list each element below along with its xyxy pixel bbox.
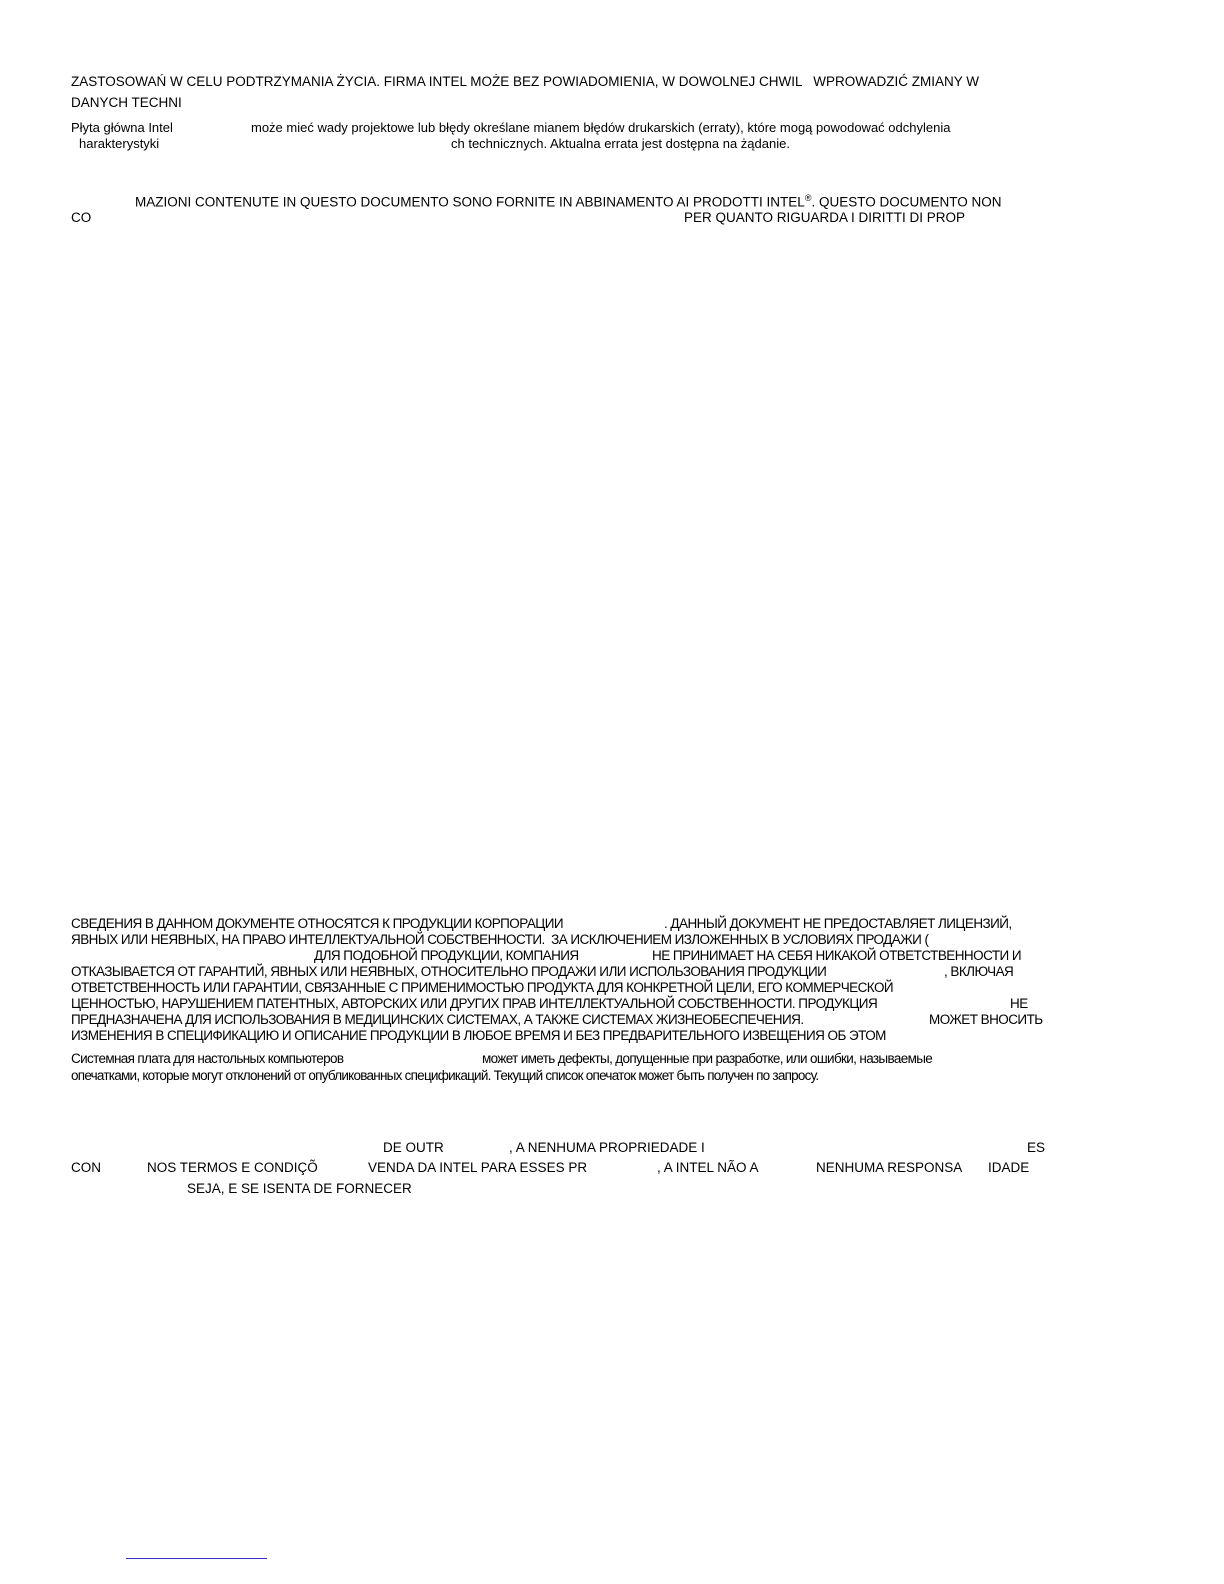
russian-notice-line: ЯВНЫХ ИЛИ НЕЯВНЫХ, НА ПРАВО ИНТЕЛЛЕКТУАЛЬНОЙ СОБСТВЕННОСТИ. ЗА ИСКЛЮЧЕНИЕМ ИЗЛОЖЕННЫХ В УСЛОВИЯХ ПРОДАЖИ ( [71, 932, 929, 947]
russian-notice-line: ДЛЯ ПОДОБНОЙ ПРОДУКЦИИ, КОМПАНИЯ [314, 948, 579, 963]
russian-notice-line: , ВКЛЮЧАЯ [944, 964, 1014, 979]
russian-notice-line: ИЗМЕНЕНИЯ В СПЕЦИФИКАЦИЮ И ОПИСАНИЕ ПРОДУКЦИИ В ЛЮБОЕ ВРЕМЯ И БЕЗ ПРЕДВАРИТЕЛЬНОГО ИЗВЕЩЕНИЯ ОБ ЭТОМ [71, 1028, 886, 1043]
portuguese-notice-line: VENDA DA INTEL PARA ESSES PR [368, 1160, 588, 1175]
portuguese-notice-line: ES [1027, 1140, 1046, 1155]
portuguese-notice-line: CON [71, 1160, 101, 1175]
portuguese-notice-line: NENHUMA RESPONSA [816, 1160, 963, 1175]
russian-notice-line: ПРЕДНАЗНАЧЕНА ДЛЯ ИСПОЛЬЗОВАНИЯ В МЕДИЦИНСКИХ СИСТЕМАХ, А ТАКЖЕ СИСТЕМАХ ЖИЗНЕОБЕСПЕЧЕНИЯ. [71, 1012, 804, 1027]
italian-notice-line-2: PER QUANTO RIGUARDA I DIRITTI DI PROP [684, 210, 966, 225]
russian-notice-line: СВЕДЕНИЯ В ДАННОМ ДОКУМЕНТЕ ОТНОСЯТСЯ К ПРОДУКЦИИ КОРПОРАЦИИ [71, 916, 564, 931]
russian-notice-line: НЕ [1010, 996, 1028, 1011]
registered-mark: ® [804, 193, 812, 203]
italian-notice-line-1: MAZIONI CONTENUTE IN QUESTO DOCUMENTO SONO FORNITE IN ABBINAMENTO AI PRODOTTI INTEL®. QUESTO DOCUMENTO NON [135, 193, 1002, 210]
polish-notice-line-2: DANYCH TECHNI [71, 95, 182, 110]
russian-notice-line: ЦЕННОСТЬЮ, НАРУШЕНИЕМ ПАТЕНТНЫХ, АВТОРСКИХ ИЛИ ДРУГИХ ПРАВ ИНТЕЛЛЕКТУАЛЬНОЙ СОБСТВЕННОСТИ. ПРОДУКЦИЯ [71, 996, 878, 1011]
polish-notice-line-1: ZASTOSOWAŃ W CELU PODTRZYMANIA ŻYCIA. FIRMA INTEL MOŻE BEZ POWIADOMIENIA, W DOWOLNEJ CHWIL WPROWADZIĆ ZMIANY W [71, 74, 980, 89]
portuguese-notice-line: IDADE [988, 1160, 1030, 1175]
russian-notice-line: НЕ ПРИНИМАЕТ НА СЕБЯ НИКАКОЙ ОТВЕТСТВЕННОСТИ И [652, 948, 1022, 963]
russian-errata-text: может иметь дефекты, допущенные при разработке, или ошибки, называемые [482, 1051, 933, 1066]
russian-errata-text: Системная плата для настольных компьютеров [71, 1051, 344, 1066]
portuguese-notice-line: NOS TERMOS E CONDIÇÕ [147, 1160, 318, 1175]
russian-errata-text: опечатками, которые могут отклонений от опубликованных спецификаций. Текущий список опечаток может быть получен по запросу. [71, 1068, 819, 1083]
polish-errata-text: harakterystyki [79, 136, 160, 151]
polish-errata-text: Płyta główna Intel [71, 120, 173, 135]
footer-divider [126, 1558, 267, 1559]
portuguese-notice-line: , A INTEL NÃO A [657, 1160, 759, 1175]
polish-errata-text: może mieć wady projektowe lub błędy określane mianem błędów drukarskich (erraty), które mogą powodować odchylenia [251, 120, 951, 135]
russian-notice-line: ОТКАЗЫВАЕТСЯ ОТ ГАРАНТИЙ, ЯВНЫХ ИЛИ НЕЯВНЫХ, ОТНОСИТЕЛЬНО ПРОДАЖИ ИЛИ ИСПОЛЬЗОВАНИЯ ПРОДУКЦИИ [71, 964, 827, 979]
russian-notice-line: МОЖЕТ ВНОСИТЬ [929, 1012, 1043, 1027]
russian-notice-line: . ДАННЫЙ ДОКУМЕНТ НЕ ПРЕДОСТАВЛЯЕТ ЛИЦЕНЗИЙ, [664, 916, 1012, 931]
portuguese-notice-line: , A NENHUMA PROPRIEDADE I [509, 1140, 705, 1155]
polish-errata-text: ch technicznych. Aktualna errata jest dostępna na żądanie. [451, 136, 790, 151]
italian-notice-line-2: CO [71, 210, 92, 225]
portuguese-notice-line: DE OUTR [383, 1140, 444, 1155]
russian-notice-line: ОТВЕТСТВЕННОСТЬ ИЛИ ГАРАНТИИ, СВЯЗАННЫЕ С ПРИМЕНИМОСТЬЮ ПРОДУКТА ДЛЯ КОНКРЕТНОЙ ЦЕЛИ, ЕГО КОММЕРЧЕСКОЙ [71, 980, 894, 995]
portuguese-notice-line: SEJA, E SE ISENTA DE FORNECER [187, 1181, 412, 1196]
